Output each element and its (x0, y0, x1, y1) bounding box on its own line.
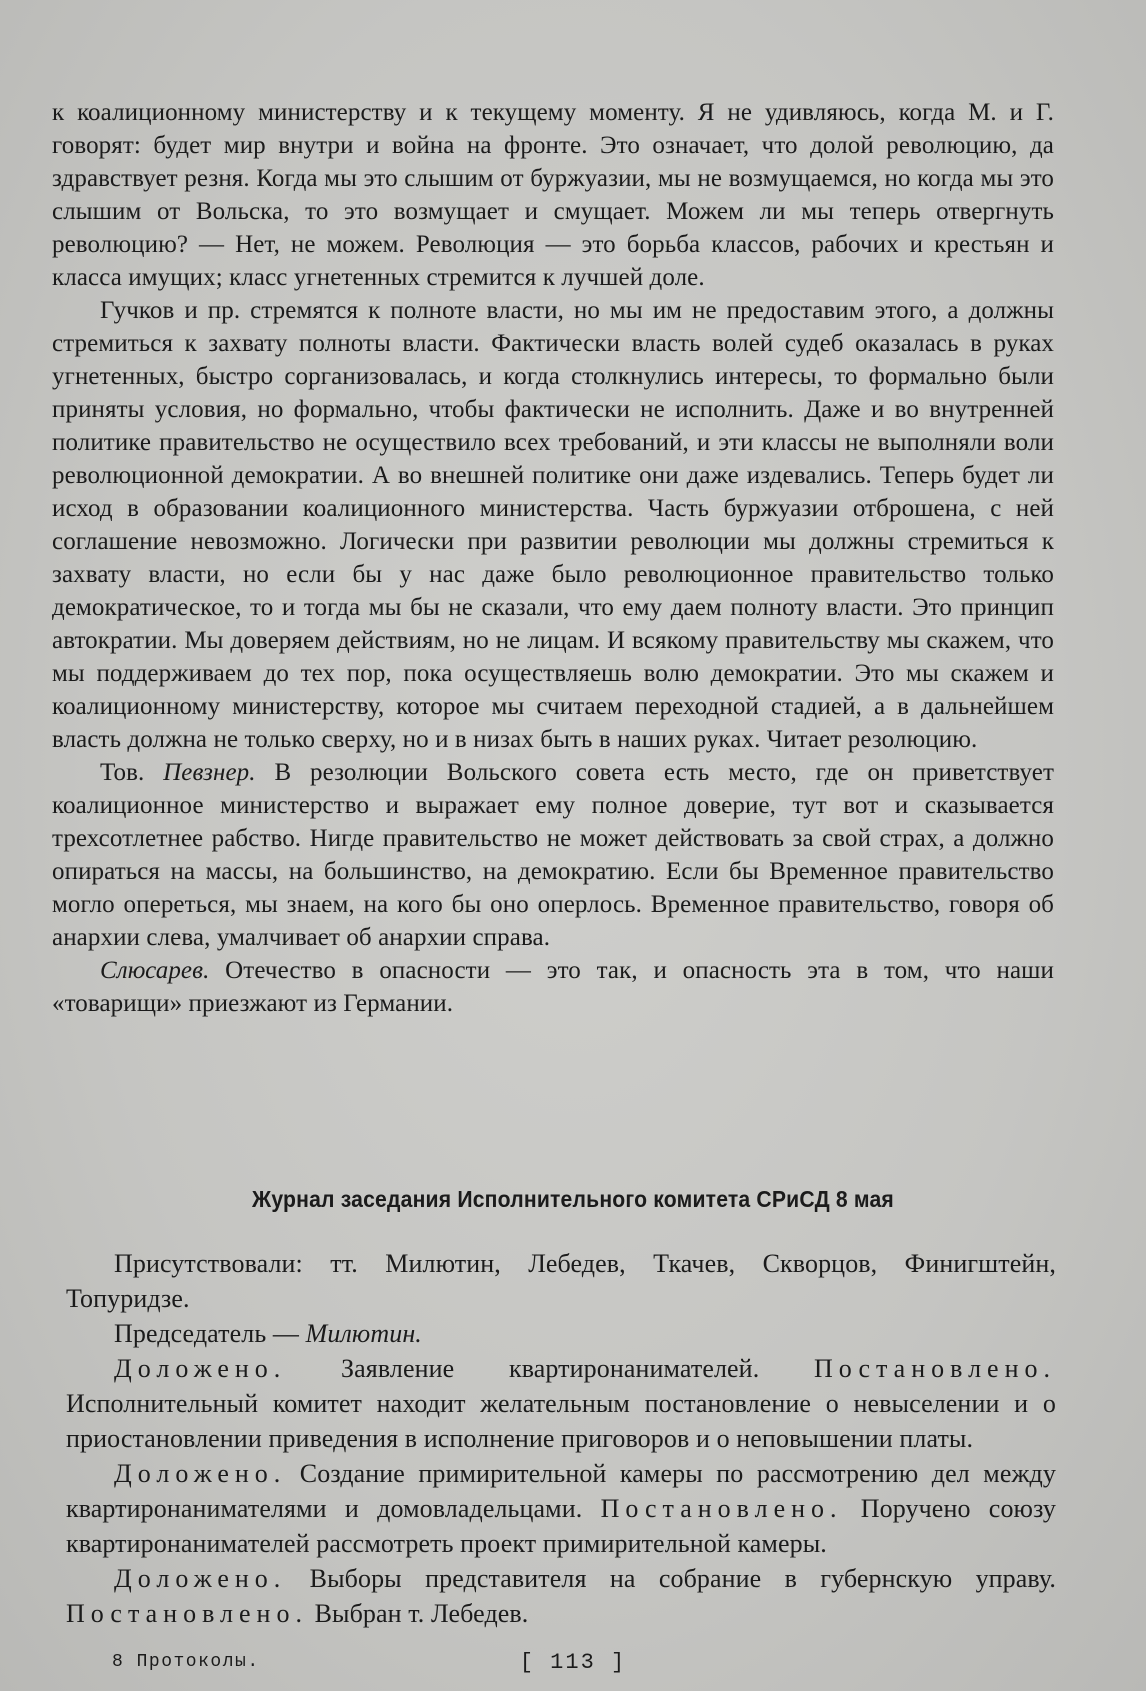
paragraph-speech-continuation: к коалиционному министерству и к текущему моменту. Я не удивляюсь, когда М. и Г. говорят: будет мир внутри и война на фронте. Это означает, что долой революцию, да здравствует резня. Когда мы это слышим от буржуазии, мы не возмущаемся, но когда мы это слышим от Вольска, то это возмущает и смущает. Можем ли мы теперь отвергнуть революцию? — Нет, не можем. Революция — это борьба классов, рабочих и крестьян и класса имущих; класс угнетенных стремится к лучшей доле. (52, 99, 1054, 291)
chairman-label: Председатель — (114, 1319, 299, 1348)
resolved-text: Выбран т. Лебедев. (314, 1599, 529, 1628)
reported-label: Доложено. (114, 1459, 287, 1488)
section-heading: Журнал заседания Исполнительного комитета СРиСД 8 мая (252, 1186, 894, 1212)
minutes-item (66, 1456, 1056, 1561)
speaker-prefix: Тов. (100, 759, 145, 786)
paragraph-pevzner (52, 756, 1054, 954)
resolved-text: Поручено союзу квартиронанимателей рассмотреть проект примирительной камеры. (66, 1494, 1056, 1558)
speaker-name: Слюсарев. (100, 957, 210, 984)
speaker-name: Певзнер. (163, 759, 256, 786)
attendees-paragraph: Присутствовали: тт. Милютин, Лебедев, Ткачев, Скворцов, Финигштейн, Топуридзе. (66, 1249, 1056, 1313)
resolved-label: Постановлено. (600, 1494, 843, 1523)
reported-text: Выборы представителя на собрание в губернскую управу. (309, 1564, 1057, 1593)
resolved-label: Постановлено. (66, 1599, 308, 1628)
reported-text: Заявление квартиронанимателей. (341, 1354, 760, 1383)
reported-label: Доложено. (114, 1564, 287, 1593)
resolved-text: Исполнительный комитет находит желательным постановление о невыселении и о приостановлении приведения в исполнение приговоров и о неповышении платы. (66, 1389, 1056, 1453)
page-number: [ 113 ] (519, 1650, 627, 1675)
reported-text: Создание примирительной камеры по рассмотрению дел между квартиронанимателями и домовладельцами. (66, 1459, 1056, 1523)
reported-label: Доложено. (114, 1354, 287, 1383)
minutes-text (66, 1246, 1056, 1631)
chairman-name: Милютин. (305, 1319, 422, 1348)
paragraph-slyusarev (52, 954, 1054, 1020)
paragraph-guchkov: Гучков и пр. стремятся к полноте власти, но мы им не предоставим этого, а должны стремиться к захвату полноты власти. Фактически власть волей судеб оказалась в руках угнетенных, быстро сорганизовалась, и когда столкнулись интересы, то формально были приняты условия, но формально, чтобы фактически не исполнить. Даже и во внутренней политике правительство не осуществило всех требований, и эти классы не выполняли воли революционной демократии. А во внешней политике они даже издевались. Теперь будет ли исход в образовании коалиционного министерства. Часть буржуазии отброшена, с ней соглашение невозможно. Логически при развитии революции мы должны стремиться к захвату власти, но если бы у нас даже было революционное правительство только демократическое, то и тогда мы бы не сказали, что ему даем полноту власти. Это принцип автократии. Мы доверяем действиям, но не лицам. И всякому правительству мы скажем, что мы поддерживаем до тех пор, пока осуществляешь волю демократии. Это мы скажем и коалиционному министерству, которое мы считаем переходной стадией, а в дальнейшем власть должна не только сверху, но и в низах быть в наших руках. Читает резолюцию. (52, 297, 1054, 753)
speech-text: Отечество в опасности — это так, и опасность эта в том, что наши «товарищи» приезжают из Германии. (52, 957, 1054, 1017)
resolved-label: Постановлено. (814, 1354, 1056, 1383)
chairman-paragraph (66, 1316, 1056, 1351)
footer-signature: 8 Протоколы. (112, 1652, 260, 1672)
minutes-item (66, 1351, 1056, 1456)
minutes-item (66, 1561, 1056, 1631)
protocol-text-top (52, 96, 1054, 1020)
speech-text: В резолюции Вольского совета есть место, где он приветствует коалиционное министерство и выражает ему полное доверие, тут вот и сказывается трехсотлетнее рабство. Нигде правительство не может действовать за свой страх, а должно опираться на массы, на большинство, на демократию. Если бы Временное правительство могло опереться, мы знаем, на кого бы оно оперлось. Временное правительство, говоря об анархии слева, умалчивает об анархии справа. (52, 759, 1054, 951)
